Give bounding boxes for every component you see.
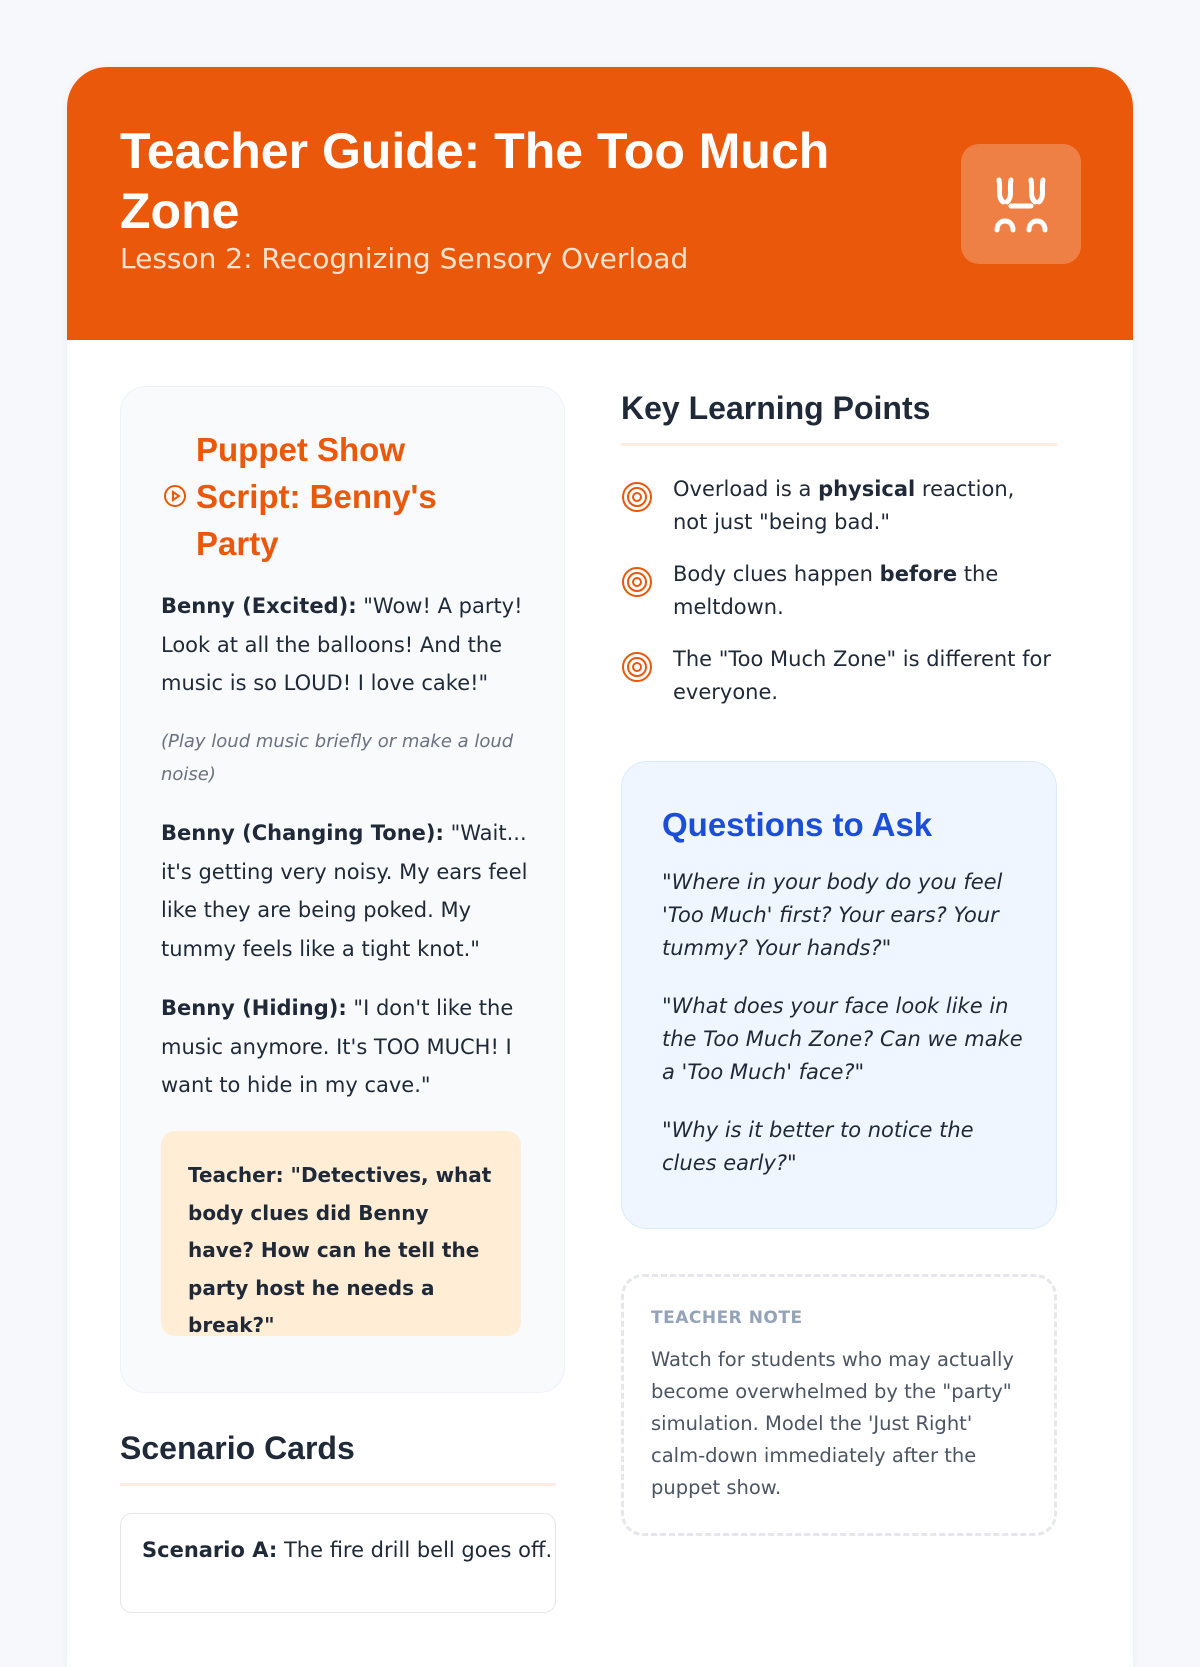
key-point — [673, 643, 1053, 709]
target-icon — [621, 651, 653, 683]
script-line-excited — [161, 587, 531, 703]
theater-mask-icon — [961, 144, 1081, 264]
key-point — [673, 558, 1003, 624]
scenario-label: Scenario A: — [142, 1538, 278, 1562]
play-circle-icon — [163, 484, 187, 508]
point-text: the meltdown. — [673, 562, 999, 619]
question-item: "Why is it better to notice the clues early?" — [662, 1118, 974, 1175]
point-text: Body clues happen — [673, 562, 880, 586]
key-points-title: Key Learning Points — [621, 390, 931, 426]
question-item: "What does your face look like in the Too Much Zone? Can we make a 'Too Much' face?" — [662, 994, 1023, 1084]
key-point — [673, 473, 1053, 539]
line-text: "Wow! A party! Look at all the balloons! And the music is so LOUD! I love cake!" — [161, 594, 523, 695]
point-emphasis: physical — [818, 477, 916, 501]
questions-title: Questions to Ask — [662, 806, 933, 843]
point-text: The "Too Much Zone" is different for everyone. — [673, 647, 1051, 704]
teacher-note-text: Watch for students who may actually become overwhelmed by the "party" simulation. Model the 'Just Right' calm-down immediately after the puppet show. — [651, 1348, 1014, 1499]
target-icon — [621, 481, 653, 513]
speaker-label: Benny (Hiding): — [161, 996, 347, 1020]
point-emphasis: before — [879, 562, 958, 586]
question-item: "Where in your body do you feel 'Too Much' first? Your ears? Your tummy? Your hands?" — [662, 870, 1003, 960]
point-text: reaction, not just "being bad." — [673, 477, 1015, 534]
teacher-note-label: TEACHER NOTE — [651, 1308, 803, 1328]
line-text: "Wait... it's getting very noisy. My ears feel like they are being poked. My tummy feels like a tight knot." — [161, 821, 528, 961]
script-line-changing — [161, 814, 531, 968]
line-text: "I don't like the music anymore. It's TOO MUCH! I want to hide in my cave." — [161, 996, 514, 1097]
point-text: Overload is a — [673, 477, 819, 501]
scenario-card-a[interactable] — [120, 1513, 556, 1613]
script-line-hiding — [161, 989, 531, 1105]
section-divider — [120, 1483, 556, 1486]
lesson-subtitle: Lesson 2: Recognizing Sensory Overload — [120, 242, 689, 275]
script-title: Puppet Show Script: Benny's Party — [196, 431, 437, 562]
target-icon — [621, 566, 653, 598]
page-title: Teacher Guide: The Too Much Zone — [120, 123, 830, 239]
scenario-text: The fire drill bell goes off. — [277, 1538, 553, 1562]
scenario-cards-title: Scenario Cards — [120, 1430, 355, 1466]
teacher-prompt: Teacher: "Detectives, what body clues did Benny have? How can he tell the party host he needs a break?" — [161, 1131, 521, 1336]
speaker-label: Benny (Excited): — [161, 594, 357, 618]
header-banner — [67, 67, 1133, 340]
stage-direction: (Play loud music briefly or make a loud noise) — [161, 731, 514, 785]
section-divider — [621, 443, 1057, 446]
speaker-label: Benny (Changing Tone): — [161, 821, 444, 845]
